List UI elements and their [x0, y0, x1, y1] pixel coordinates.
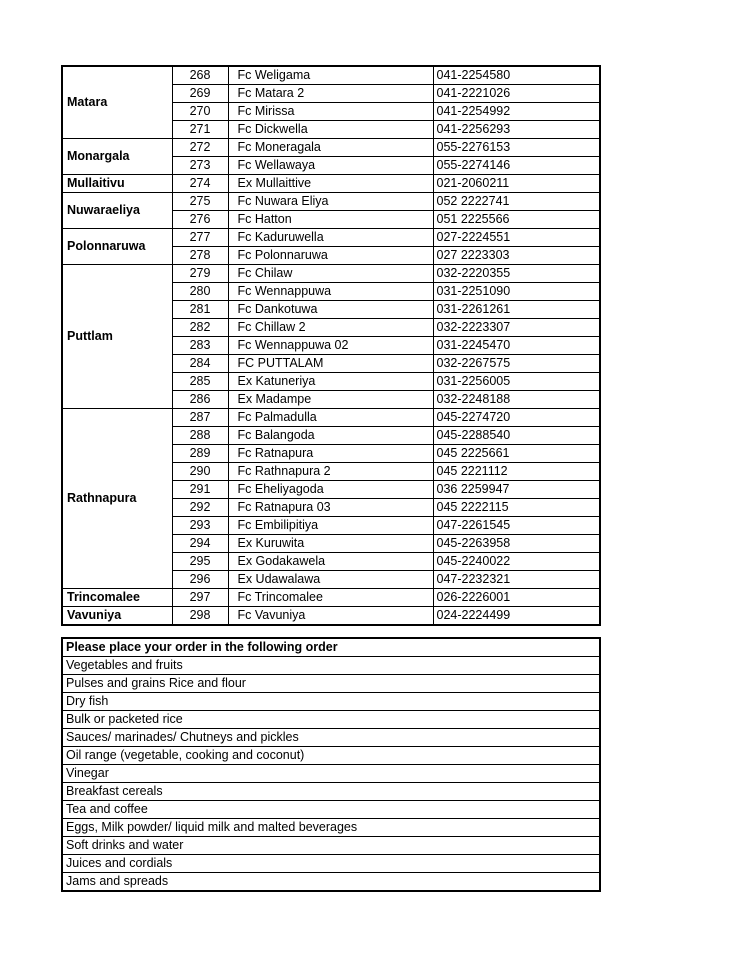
branch-name: Fc Rathnapura 2 — [228, 463, 433, 481]
order-category-row — [62, 837, 600, 855]
branch-name: Fc Nuwara Eliya — [228, 193, 433, 211]
order-category: Breakfast cereals — [62, 783, 600, 801]
branch-name: Ex Madampe — [228, 391, 433, 409]
branch-phone: 024-2224499 — [433, 607, 600, 626]
branch-name: Fc Ratnapura 03 — [228, 499, 433, 517]
branch-name: Ex Katuneriya — [228, 373, 433, 391]
order-category: Juices and cordials — [62, 855, 600, 873]
branch-name: Fc Chillaw 2 — [228, 319, 433, 337]
branch-phone: 045-2288540 — [433, 427, 600, 445]
order-category-row — [62, 711, 600, 729]
order-category-row — [62, 855, 600, 873]
branch-number: 294 — [172, 535, 228, 553]
branch-number: 281 — [172, 301, 228, 319]
outlet-row — [62, 66, 600, 85]
outlet-table-body — [62, 66, 600, 625]
outlet-row — [62, 607, 600, 626]
branch-name: Fc Palmadulla — [228, 409, 433, 427]
branch-name: Fc Wennappuwa 02 — [228, 337, 433, 355]
branch-name: Fc Mirissa — [228, 103, 433, 121]
branch-phone: 045-2274720 — [433, 409, 600, 427]
branch-phone: 021-2060211 — [433, 175, 600, 193]
branch-name: Fc Kaduruwella — [228, 229, 433, 247]
branch-number: 296 — [172, 571, 228, 589]
branch-phone: 052 2222741 — [433, 193, 600, 211]
order-category-row — [62, 765, 600, 783]
district-name: Matara — [62, 66, 172, 139]
order-category: Vegetables and fruits — [62, 657, 600, 675]
outlet-row — [62, 175, 600, 193]
branch-number: 274 — [172, 175, 228, 193]
branch-name: Fc Chilaw — [228, 265, 433, 283]
outlet-row — [62, 139, 600, 157]
outlet-row — [62, 229, 600, 247]
branch-number: 285 — [172, 373, 228, 391]
branch-phone: 032-2267575 — [433, 355, 600, 373]
branch-number: 291 — [172, 481, 228, 499]
district-name: Monargala — [62, 139, 172, 175]
branch-name: Fc Balangoda — [228, 427, 433, 445]
branch-number: 273 — [172, 157, 228, 175]
branch-phone: 032-2248188 — [433, 391, 600, 409]
outlet-row — [62, 589, 600, 607]
branch-name: Ex Mullaittive — [228, 175, 433, 193]
order-category: Oil range (vegetable, cooking and coconut) — [62, 747, 600, 765]
branch-phone: 041-2254992 — [433, 103, 600, 121]
branch-name: Fc Polonnaruwa — [228, 247, 433, 265]
order-category: Tea and coffee — [62, 801, 600, 819]
branch-phone: 041-2254580 — [433, 66, 600, 85]
outlet-row — [62, 409, 600, 427]
district-name: Polonnaruwa — [62, 229, 172, 265]
branch-number: 288 — [172, 427, 228, 445]
order-category-row — [62, 801, 600, 819]
branch-phone: 032-2220355 — [433, 265, 600, 283]
district-name: Rathnapura — [62, 409, 172, 589]
branch-number: 278 — [172, 247, 228, 265]
branch-number: 268 — [172, 66, 228, 85]
branch-name: Fc Wennappuwa — [228, 283, 433, 301]
branch-name: Fc Dickwella — [228, 121, 433, 139]
branch-phone: 031-2256005 — [433, 373, 600, 391]
branch-phone: 036 2259947 — [433, 481, 600, 499]
branch-phone: 045-2240022 — [433, 553, 600, 571]
order-category: Sauces/ marinades/ Chutneys and pickles — [62, 729, 600, 747]
branch-number: 286 — [172, 391, 228, 409]
branch-name: Fc Weligama — [228, 66, 433, 85]
branch-number: 276 — [172, 211, 228, 229]
order-category-row — [62, 783, 600, 801]
branch-phone: 055-2276153 — [433, 139, 600, 157]
branch-phone: 031-2245470 — [433, 337, 600, 355]
order-category-row — [62, 729, 600, 747]
order-category-row — [62, 693, 600, 711]
branch-name: Fc Wellawaya — [228, 157, 433, 175]
district-name: Mullaitivu — [62, 175, 172, 193]
order-category: Dry fish — [62, 693, 600, 711]
branch-number: 284 — [172, 355, 228, 373]
branch-name: Fc Eheliyagoda — [228, 481, 433, 499]
branch-number: 298 — [172, 607, 228, 626]
branch-name: FC PUTTALAM — [228, 355, 433, 373]
branch-number: 293 — [172, 517, 228, 535]
branch-number: 292 — [172, 499, 228, 517]
branch-phone: 047-2261545 — [433, 517, 600, 535]
district-name: Vavuniya — [62, 607, 172, 626]
branch-number: 297 — [172, 589, 228, 607]
branch-name: Fc Matara 2 — [228, 85, 433, 103]
branch-number: 283 — [172, 337, 228, 355]
branch-phone: 047-2232321 — [433, 571, 600, 589]
branch-phone: 055-2274146 — [433, 157, 600, 175]
branch-name: Fc Hatton — [228, 211, 433, 229]
branch-phone: 027-2224551 — [433, 229, 600, 247]
branch-number: 282 — [172, 319, 228, 337]
branch-number: 280 — [172, 283, 228, 301]
branch-number: 272 — [172, 139, 228, 157]
order-category: Soft drinks and water — [62, 837, 600, 855]
order-category: Jams and spreads — [62, 873, 600, 892]
branch-number: 279 — [172, 265, 228, 283]
outlet-row — [62, 193, 600, 211]
order-category-row — [62, 873, 600, 892]
order-table-body — [62, 638, 600, 891]
order-category-row — [62, 747, 600, 765]
branch-number: 269 — [172, 85, 228, 103]
branch-phone: 045 2222115 — [433, 499, 600, 517]
branch-phone: 045 2225661 — [433, 445, 600, 463]
branch-phone: 031-2251090 — [433, 283, 600, 301]
branch-phone: 041-2256293 — [433, 121, 600, 139]
branch-phone: 045 2221112 — [433, 463, 600, 481]
branch-name: Fc Ratnapura — [228, 445, 433, 463]
branch-number: 270 — [172, 103, 228, 121]
branch-name: Fc Moneragala — [228, 139, 433, 157]
order-heading: Please place your order in the following order — [62, 638, 600, 657]
branch-number: 277 — [172, 229, 228, 247]
district-name: Trincomalee — [62, 589, 172, 607]
branch-name: Ex Kuruwita — [228, 535, 433, 553]
order-heading-row — [62, 638, 600, 657]
branch-name: Fc Dankotuwa — [228, 301, 433, 319]
branch-phone: 045-2263958 — [433, 535, 600, 553]
order-category-row — [62, 675, 600, 693]
district-name: Nuwaraeliya — [62, 193, 172, 229]
branch-name: Fc Vavuniya — [228, 607, 433, 626]
order-category: Pulses and grains Rice and flour — [62, 675, 600, 693]
order-category: Vinegar — [62, 765, 600, 783]
branch-name: Ex Godakawela — [228, 553, 433, 571]
branch-phone: 031-2261261 — [433, 301, 600, 319]
branch-number: 275 — [172, 193, 228, 211]
branch-name: Ex Udawalawa — [228, 571, 433, 589]
outlet-table — [61, 65, 601, 626]
order-category: Bulk or packeted rice — [62, 711, 600, 729]
branch-phone: 027 2223303 — [433, 247, 600, 265]
branch-phone: 026-2226001 — [433, 589, 600, 607]
order-category: Eggs, Milk powder/ liquid milk and malted beverages — [62, 819, 600, 837]
branch-phone: 041-2221026 — [433, 85, 600, 103]
outlet-row — [62, 265, 600, 283]
branch-name: Fc Trincomalee — [228, 589, 433, 607]
branch-number: 289 — [172, 445, 228, 463]
branch-number: 287 — [172, 409, 228, 427]
order-category-row — [62, 657, 600, 675]
order-category-table — [61, 637, 601, 892]
branch-name: Fc Embilipitiya — [228, 517, 433, 535]
branch-number: 295 — [172, 553, 228, 571]
branch-number: 290 — [172, 463, 228, 481]
order-category-row — [62, 819, 600, 837]
district-name: Puttlam — [62, 265, 172, 409]
branch-phone: 051 2225566 — [433, 211, 600, 229]
branch-number: 271 — [172, 121, 228, 139]
branch-phone: 032-2223307 — [433, 319, 600, 337]
